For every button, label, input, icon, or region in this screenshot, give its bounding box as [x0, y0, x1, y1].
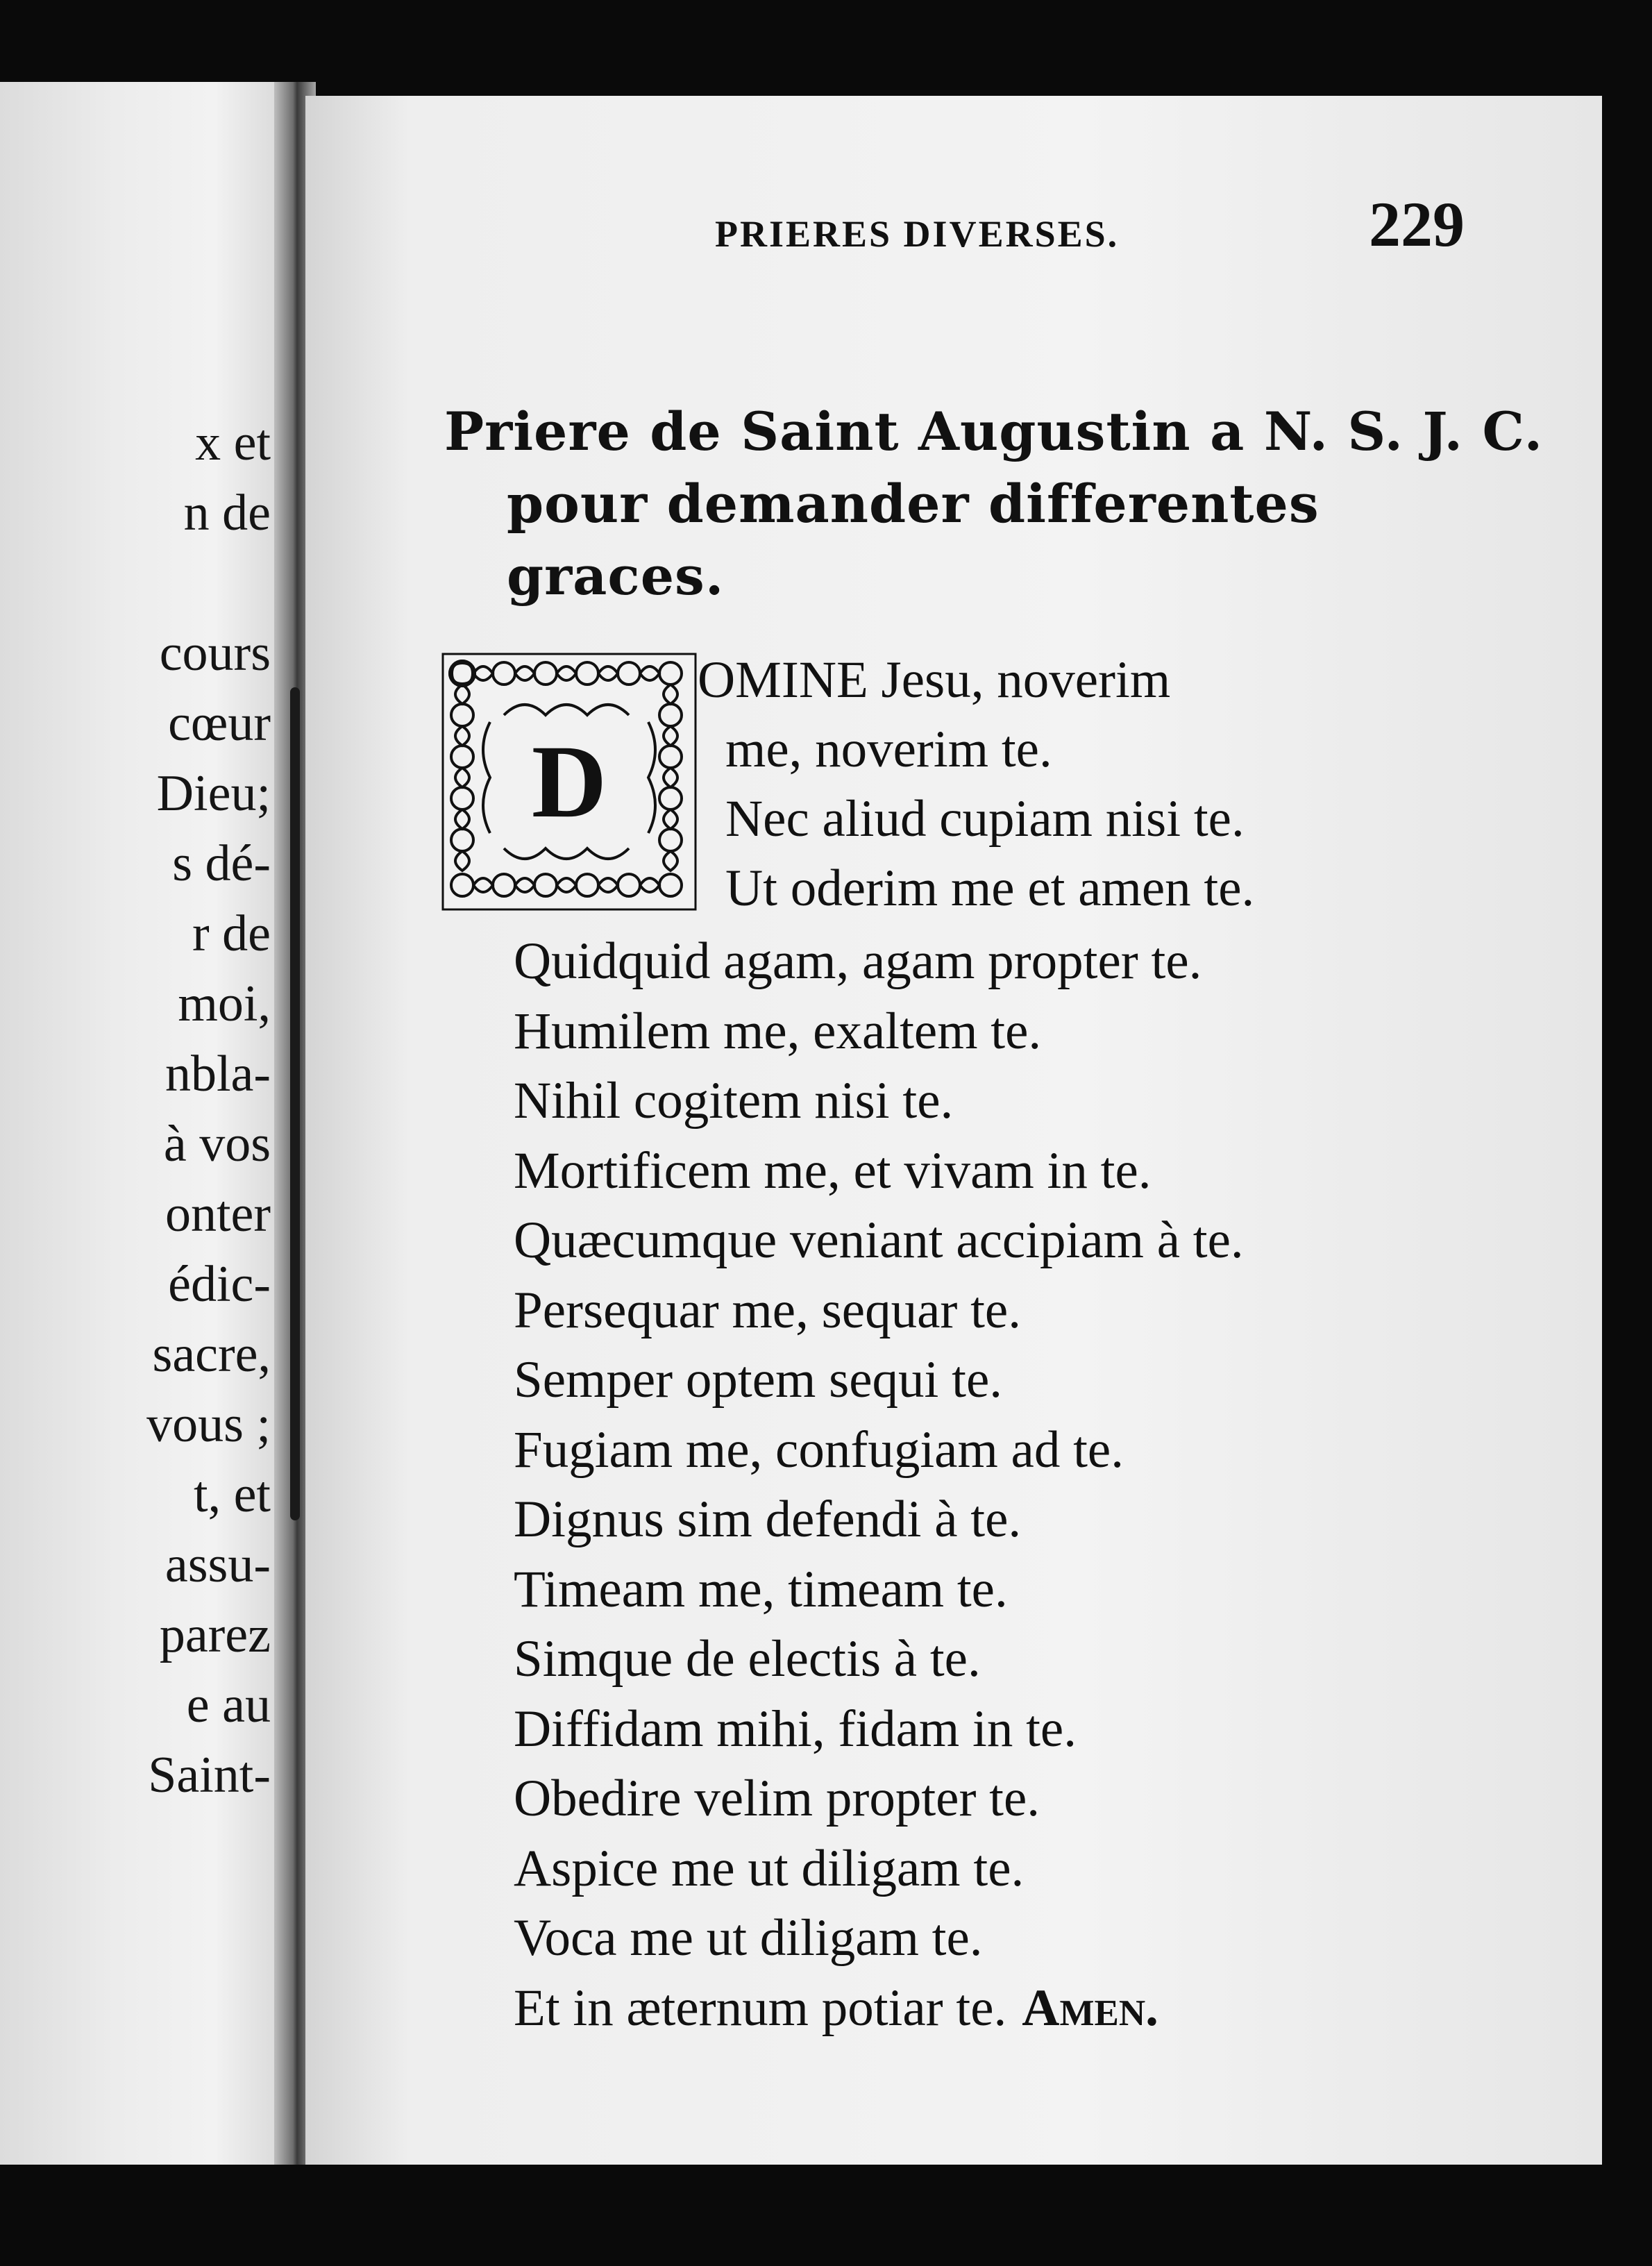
left-fragment: sacre, — [152, 1326, 271, 1383]
left-fragment: parez — [159, 1606, 271, 1663]
left-fragment: Dieu; — [156, 765, 271, 822]
left-fragment: r de — [192, 905, 271, 962]
prayer-line: Quidquid agam, agam propter te. — [514, 932, 1202, 990]
left-page — [0, 82, 286, 2165]
prayer-line: Mortificem me, et vivam in te. — [514, 1141, 1152, 1200]
prayer-opening-lines — [698, 646, 1254, 923]
left-fragment: vous ; — [146, 1396, 271, 1453]
prayer-line-text: Et in æternum potiar te. — [514, 1979, 1007, 2037]
left-fragment: x et — [195, 414, 271, 471]
prayer-line: Dignus sim defendi à te. — [514, 1491, 1022, 1548]
prayer-line: Ut oderim me et amen te. — [725, 859, 1255, 917]
prayer-line: me, noverim te. — [725, 721, 1052, 778]
left-fragment: assu- — [165, 1536, 271, 1593]
left-fragment: Saint- — [148, 1747, 271, 1804]
left-fragment: n de — [183, 485, 271, 542]
prayer-line: Fugiam me, confugiam ad te. — [514, 1420, 1124, 1479]
left-fragment: nbla- — [165, 1046, 271, 1102]
prayer-line: Diffidam mihi, fidam in te. — [514, 1700, 1077, 1758]
ornamental-drop-cap — [441, 653, 697, 911]
prayer-line: Nihil cogitem nisi te. — [514, 1072, 954, 1130]
left-page-text — [146, 408, 271, 1811]
prayer-line: Aspice me ut diligam te. — [514, 1839, 1025, 1897]
prayer-line: Obedire velim propter te. — [514, 1770, 1040, 1827]
page-number: 229 — [1369, 189, 1465, 260]
left-fragment: édic- — [168, 1256, 271, 1313]
left-fragment: cœur — [168, 695, 271, 752]
left-fragment: moi, — [178, 975, 271, 1032]
left-fragment — [146, 548, 271, 619]
prayer-line: Nec aliud cupiam nisi te. — [725, 790, 1245, 848]
prayer-line: Timeam me, timeam te. — [514, 1560, 1008, 1618]
drop-cap-letter: D — [531, 724, 607, 839]
prayer-line: Quæcumque veniant accipiam à te. — [514, 1211, 1244, 1269]
amen-closing: Amen. — [1022, 1979, 1158, 2037]
left-fragment: à vos — [163, 1116, 271, 1173]
running-title: PRIERES DIVERSES. — [715, 213, 1120, 255]
prayer-line: OMINE Jesu, noverim — [698, 651, 1171, 709]
left-fragment: onter — [165, 1186, 271, 1243]
prayer-line: Simque de electis à te. — [514, 1630, 981, 1688]
prayer-line: Persequar me, sequar te. — [514, 1281, 1021, 1339]
binding-thread — [290, 687, 300, 1520]
prayer-line: Semper optem sequi te. — [514, 1351, 1003, 1409]
running-head — [410, 187, 1465, 260]
prayer-body — [514, 927, 1244, 2043]
prayer-line: Voca me ut diligam te. — [514, 1909, 983, 1967]
prayer-heading: Priere de Saint Augustin a N. S. J. C. pour demander differentes graces. — [444, 401, 1544, 607]
prayer-line: Humilem me, exaltem te. — [514, 1002, 1042, 1060]
left-fragment: s dé- — [172, 835, 271, 892]
prayer-last-line — [514, 1974, 1244, 2044]
left-fragment: cours — [159, 625, 271, 682]
left-fragment: e au — [186, 1677, 271, 1734]
left-fragment: t, et — [194, 1466, 271, 1523]
